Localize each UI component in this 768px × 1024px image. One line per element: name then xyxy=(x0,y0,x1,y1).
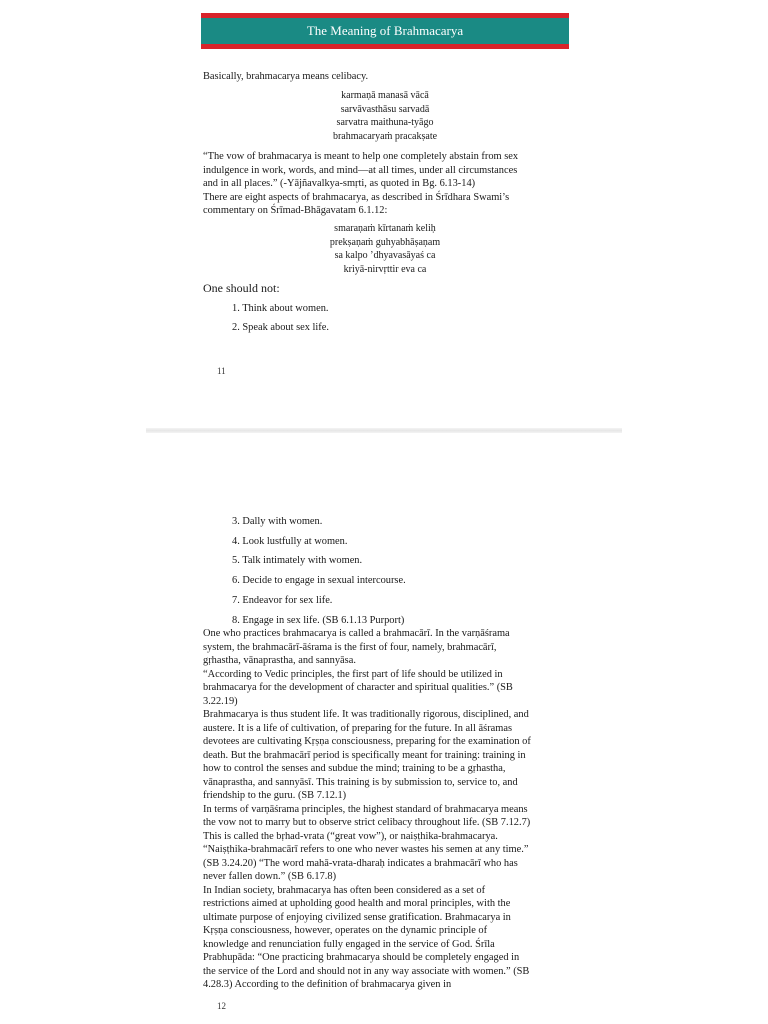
title-banner xyxy=(201,13,569,49)
sanskrit-verse-1: karmaṇā manasā vācā sarvāvasthāsu sarvadā sarvatra maithuna-tyāgo brahmacaryaṁ pracakṣate xyxy=(332,90,438,142)
page-title: The Meaning of Brahmacarya xyxy=(201,18,569,44)
body-text: One who practices brahmacarya is called a brahmacārī. In the varṇāśrama system, the brahmacārī-āśrama is the first of four, namely, brahmacārī, gṛhastha, vānaprastha, and sannyāsa. “According to Vedic principles, the first part of life should be utilized in brahmacarya for the development of character and spiritual qualities.” (SB 3.22.19) Brahmacarya is thus student life. It was traditionally rigorous, disciplined, and austere. It is a life of cultivation, of preparing for the future. In all āśramas devotees are cultivating Kṛṣṇa consciousness, preparing for the examination of death. But the brahmacārī period is specifically meant for training: training in how to control the senses and subdue the mind; training to be a gṛhastha, vānaprastha, and sannyāsī. This training is by submission to, service to, and friendship to the guru. (SB 7.12.1) In terms of varṇāśrama principles, the highest standard of brahmacarya means the vow not to marry but to observe strict celibacy throughout life. (SB 7.12.7) This is called the bṛhad-vrata (“great vow”), or naiṣṭhika-brahmacarya. “Naiṣṭhika-brahmacārī refers to one who never wastes his semen at any time.” (SB 3.24.20) “The word mahā-vrata-dharaḥ indicates a brahmacārī who has never fallen down.” (SB 6.17.8) In Indian society, brahmacarya has often been considered as a set of restrictions aimed at upholding good health and moral principles, with the ultimate purpose of enjoying civilized sense gratification. Brahmacarya in Kṛṣṇa consciousness, however, operates on the dynamic principle of knowledge and renunciation fully engaged in the service of God. Śrīla Prabhupāda: “One practicing brahmacarya should be completely engaged in the service of the Lord and should not in any way associate with women.” (SB 4.28.3) According to the definition of brahmacarya given in xyxy=(203,628,531,990)
list-item: 5. Talk intimately with women. xyxy=(232,555,363,566)
intro-paragraph: Basically, brahmacarya means celibacy. xyxy=(203,71,369,82)
list-item: 4. Look lustfully at women. xyxy=(232,536,348,547)
list-item: 6. Decide to engage in sexual intercourse. xyxy=(232,575,406,586)
quote-paragraph: “The vow of brahmacarya is meant to help one completely abstain from sex indulgence in work, words, and mind—at all times, under all circumstances and in all places.” (-Yājñavalkya-smṛti, as quoted in Bg. 6.13-14) There are eight aspects of brahmacarya, as described in Śrīdhara Swami’s commentary on Śrīmad-Bhāgavatam 6.1.12: xyxy=(203,151,519,216)
list-item: 8. Engage in sex life. (SB 6.1.13 Purport) xyxy=(232,615,405,626)
page-number: 11 xyxy=(217,366,226,376)
list-item: 2. Speak about sex life. xyxy=(232,322,329,333)
page-divider xyxy=(146,428,622,433)
list-item: 1. Think about women. xyxy=(232,303,329,314)
list-heading: One should not: xyxy=(203,281,280,295)
list-item: 3. Dally with women. xyxy=(232,516,323,527)
page-number: 12 xyxy=(217,1001,226,1011)
list-item: 7. Endeavor for sex life. xyxy=(232,595,333,606)
sanskrit-verse-2: smaraṇaṁ kīrtanaṁ keliḥ prekṣaṇaṁ guhyabhāṣaṇam sa kalpo ’dhyavasāyaś ca kriyā-nirvṛttir eva ca xyxy=(329,223,441,275)
